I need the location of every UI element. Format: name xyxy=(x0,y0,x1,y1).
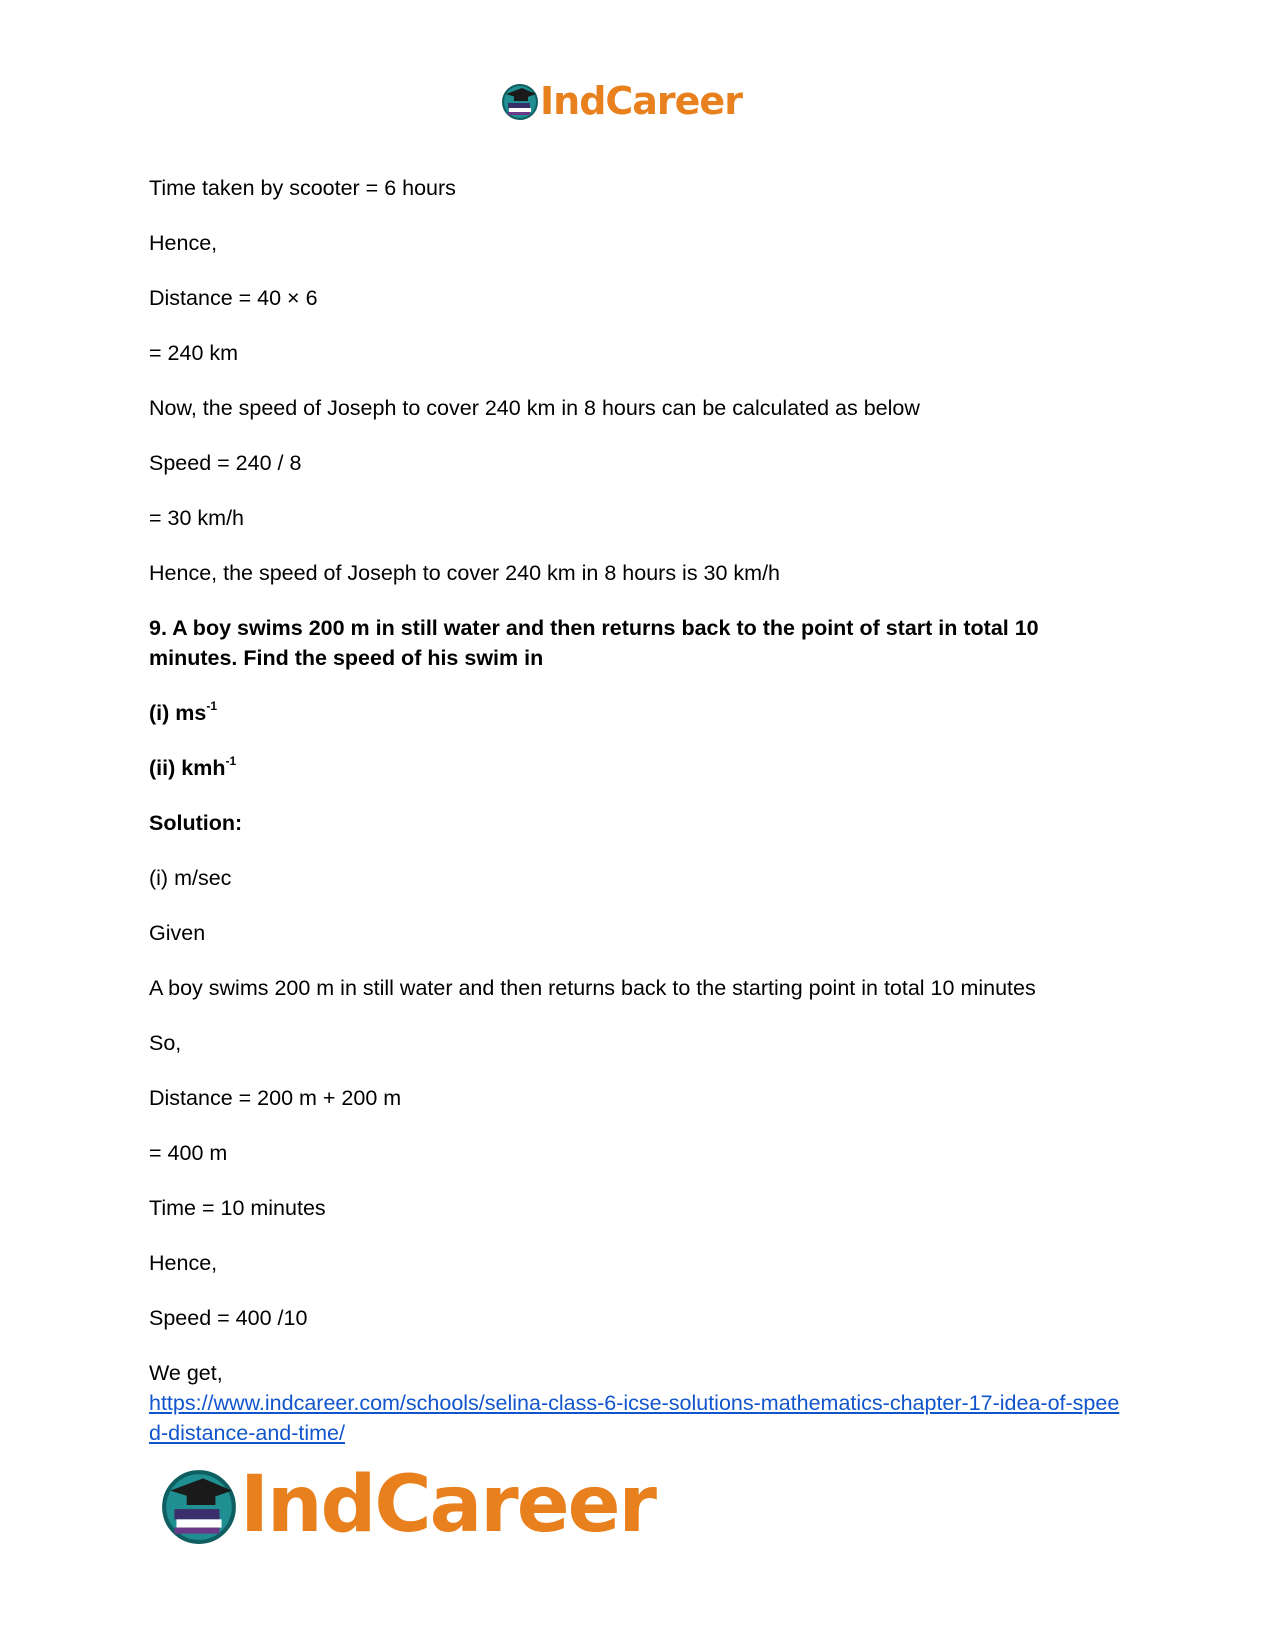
question-9: 9. A boy swims 200 m in still water and then returns back to the point of start in total 10 minutes. Find the speed of his swim in xyxy=(149,616,1039,670)
source-link[interactable]: https://www.indcareer.com/schools/selina-class-6-icse-solutions-mathematics-chapter-17-idea-of-speed-distance-and-time/ xyxy=(149,1391,1120,1445)
part-i-superscript: -1 xyxy=(206,698,218,713)
solution-line: We get, xyxy=(149,1361,223,1385)
document-body xyxy=(149,173,1129,1448)
solution-line: (i) m/sec xyxy=(149,866,232,890)
solution-line: Speed = 400 /10 xyxy=(149,1306,308,1330)
text-line: = 30 km/h xyxy=(149,506,245,530)
text-line: = 240 km xyxy=(149,341,239,365)
logo-globe-icon xyxy=(158,1464,240,1546)
text-line: Now, the speed of Joseph to cover 240 km in 8 hours can be calculated as below xyxy=(149,396,920,420)
footer-logo xyxy=(158,1460,655,1550)
part-ii-label: (ii) kmh xyxy=(149,756,226,780)
text-line: Time taken by scooter = 6 hours xyxy=(149,176,456,200)
solution-line: = 400 m xyxy=(149,1141,228,1165)
text-line: Hence, the speed of Joseph to cover 240 km in 8 hours is 30 km/h xyxy=(149,561,781,585)
text-line: Distance = 40 × 6 xyxy=(149,286,318,310)
solution-line: Given xyxy=(149,921,206,945)
text-line: Speed = 240 / 8 xyxy=(149,451,302,475)
solution-line: Hence, xyxy=(149,1251,218,1275)
part-ii-superscript: -1 xyxy=(225,753,237,768)
solution-line: So, xyxy=(149,1031,182,1055)
text-line: Hence, xyxy=(149,231,218,255)
header-logo xyxy=(500,78,742,124)
header-logo-text: IndCareer xyxy=(540,79,742,123)
question-part-i xyxy=(149,698,1129,728)
solution-line: A boy swims 200 m in still water and then returns back to the starting point in total 10 minutes xyxy=(149,976,1036,1000)
logo-globe-icon xyxy=(500,81,540,121)
footer-logo-text: IndCareer xyxy=(240,1460,655,1550)
part-i-label: (i) ms xyxy=(149,701,207,725)
solution-line: Distance = 200 m + 200 m xyxy=(149,1086,402,1110)
question-part-ii xyxy=(149,753,1129,783)
solution-heading: Solution: xyxy=(149,811,243,835)
solution-line: Time = 10 minutes xyxy=(149,1196,326,1220)
